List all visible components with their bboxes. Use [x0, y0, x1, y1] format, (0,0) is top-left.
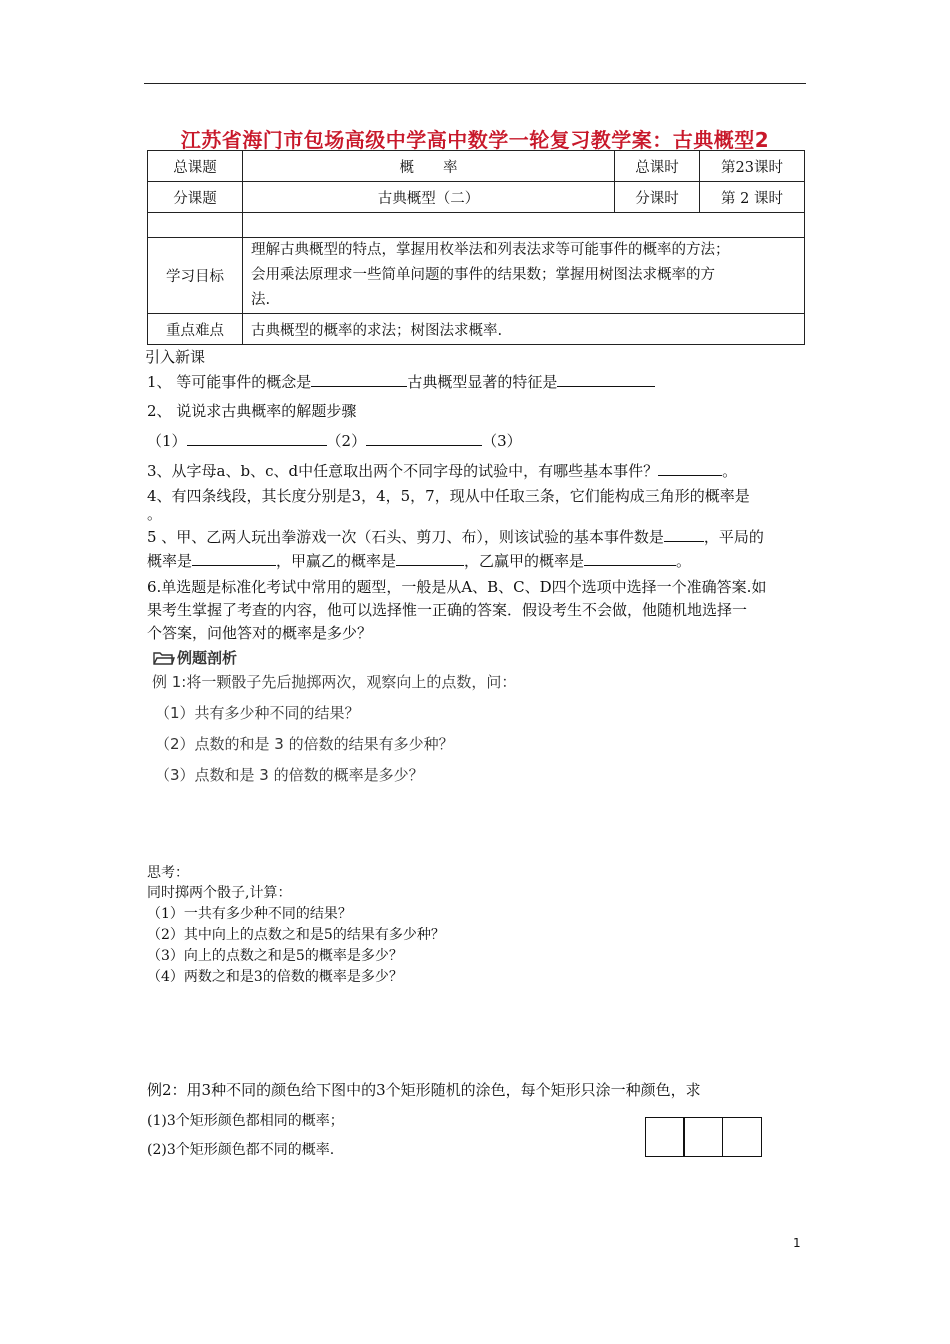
answer-blank[interactable] — [311, 372, 407, 387]
question-4-end: 。 — [147, 505, 163, 523]
think-q3: （3）向上的点数之和是5的概率是多少？ — [147, 948, 403, 964]
cell-keypoints-label: 重点难点 — [148, 314, 243, 345]
header-rule — [144, 83, 806, 84]
lesson-info-table — [147, 150, 805, 345]
example-1-q3: （3）点数和是 3 的倍数的概率是多少？ — [155, 766, 424, 784]
question-2-steps: （1） （2） （3） — [147, 432, 522, 450]
question-6-line-3: 个答案，问他答对的概率是多少？ — [147, 624, 373, 642]
answer-blank[interactable] — [584, 551, 676, 566]
think-intro: 同时掷两个骰子,计算： — [147, 885, 292, 901]
think-heading: 思考： — [147, 865, 189, 881]
cell-sub-topic-value: 古典概型（二） — [243, 182, 615, 213]
question-1: 1、 等可能事件的概念是 古典概型显著的特征是 — [147, 371, 655, 392]
rectangle-3 — [722, 1117, 762, 1157]
answer-blank[interactable] — [664, 527, 704, 542]
answer-blank[interactable] — [557, 372, 655, 387]
question-6-line-1: 6.单选题是标准化考试中常用的题型，一般是从A、B、C、D四个选项中选择一个准确答案.如 — [147, 578, 767, 596]
cell-total-hours-value: 第23课时 — [700, 151, 805, 182]
cell-empty-wide — [243, 213, 805, 238]
rectangle-1 — [645, 1117, 685, 1157]
cell-sub-topic-label: 分课题 — [148, 182, 243, 213]
three-rectangles-figure — [646, 1117, 762, 1155]
example-1: 例 1:将一颗骰子先后抛掷两次，观察向上的点数，问： — [152, 673, 517, 691]
think-q1: （1）一共有多少种不同的结果？ — [147, 906, 352, 922]
answer-blank[interactable] — [187, 431, 327, 446]
example-2-q1: (1)3个矩形颜色都相同的概率； — [147, 1113, 344, 1129]
think-q4: （4）两数之和是3的倍数的概率是多少？ — [147, 969, 403, 985]
cell-sub-hours-value: 第 2 课时 — [700, 182, 805, 213]
question-6-line-2: 果考生掌握了考查的内容，他可以选择惟一正确的答案．假设考生不会做，他随机地选择一 — [147, 601, 748, 619]
examples-heading: 例题剖析 — [153, 647, 237, 668]
example-2: 例2：用3种不同的颜色给下图中的3个矩形随机的涂色，每个矩形只涂一种颜色，求 — [147, 1081, 701, 1099]
page-number: 1 — [793, 1236, 801, 1250]
cell-objectives-label: 学习目标 — [148, 238, 243, 314]
rectangle-2 — [683, 1117, 723, 1157]
question-5-line-2: 概率是 ，甲赢乙的概率是 ，乙赢甲的概率是 。 — [147, 552, 692, 570]
question-5-line-1: 5 、甲、乙两人玩出拳游戏一次（石头、剪刀、布），则该试验的基本事件数是 ，平局的 — [147, 528, 764, 546]
objectives-line-1: 理解古典概型的特点，掌握用枚举法和列表法求等可能事件的概率的方法； — [251, 242, 730, 258]
example-1-q2: （2）点数的和是 3 的倍数的结果有多少种？ — [155, 735, 454, 753]
example-1-q1: （1）共有多少种不同的结果？ — [155, 704, 360, 722]
cell-empty — [148, 213, 243, 238]
cell-sub-hours-label: 分课时 — [615, 182, 700, 213]
question-3: 3、从字母a、b、c、d中任意取出两个不同字母的试验中，有哪些基本事件？ 。 — [147, 462, 738, 480]
folder-icon — [153, 650, 175, 666]
answer-blank[interactable] — [192, 551, 276, 566]
cell-keypoints-value: 古典概型的概率的求法；树图法求概率. — [243, 314, 805, 345]
objectives-line-2: 会用乘法原理求一些简单问题的事件的结果数；掌握用树图法求概率的方 — [251, 267, 715, 283]
example-2-q2: (2)3个矩形颜色都不同的概率. — [147, 1142, 335, 1158]
page-title: 江苏省海门市包场高级中学高中数学一轮复习教学案：古典概型2 — [180, 128, 770, 152]
answer-blank[interactable] — [396, 551, 464, 566]
cell-total-topic-value: 概 率 — [243, 151, 615, 182]
answer-blank[interactable] — [366, 431, 482, 446]
question-4: 4、有四条线段，其长度分别是3，4，5，7，现从中任取三条，它们能构成三角形的概率是 — [147, 487, 750, 505]
cell-total-topic-label: 总课题 — [148, 151, 243, 182]
answer-blank[interactable] — [658, 461, 722, 476]
cell-total-hours-label: 总课时 — [615, 151, 700, 182]
objectives-line-3: 法. — [251, 292, 271, 308]
intro-heading: 引入新课 — [145, 348, 206, 366]
think-q2: （2）其中向上的点数之和是5的结果有多少种？ — [147, 927, 445, 943]
cell-objectives-value — [243, 238, 805, 314]
question-2: 2、 说说求古典概率的解题步骤 — [147, 402, 357, 420]
